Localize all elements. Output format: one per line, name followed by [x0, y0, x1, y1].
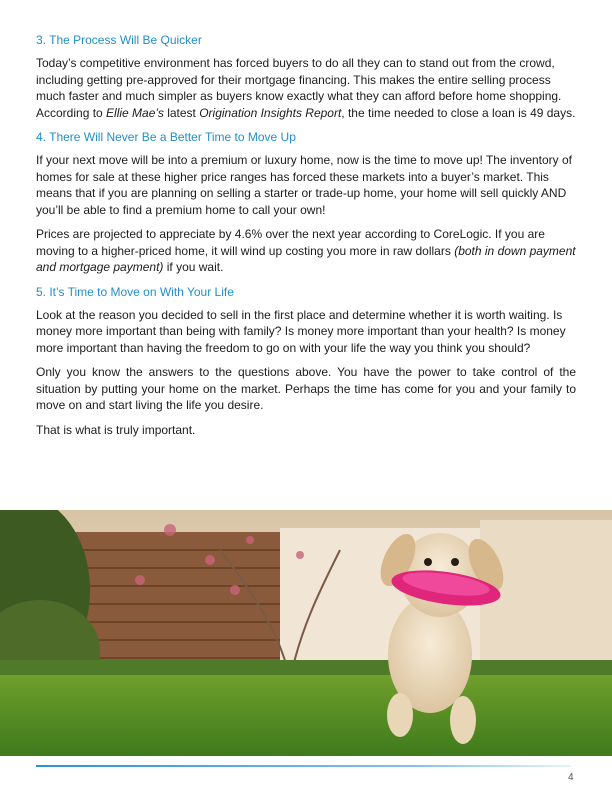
- puppy-photo: [0, 510, 612, 756]
- section-5-paragraph-1: Look at the reason you decided to sell in the first place and determine whether it is worth waiting. Is money more important than being with family? Is money more important than your health? Is money more important than having the freedom to go on with your life the way you think you should?: [36, 307, 566, 355]
- section-5-paragraph-2: Only you know the answers to the questions above. You have the power to take control of the situation by putting your home on the market. Perhaps the time has come for you and your family to move on and start living the life you desire.: [36, 365, 576, 412]
- section-5: [36, 284, 576, 439]
- document-body: [36, 32, 576, 446]
- payment-note-emphasis: (both in down payment and mortgage payment): [36, 243, 576, 274]
- puppy-illustration: [0, 510, 612, 756]
- section-3: [36, 32, 576, 121]
- section-3-text-a: Today’s competitive environment has forced buyers to do all they can to stand out from the crowd, including getting pre-approved for their mortgage financing. This makes the entire selling process much faster and much simpler as buyers know exactly what they can afford before home shopping. According to: [36, 56, 562, 120]
- section-4-text-a: Prices are projected to appreciate by 4.6% over the next year according to CoreLogic. If you are moving to a higher-priced home, it will wind up costing you more in raw dollars: [36, 227, 545, 258]
- section-4-paragraph-1: If your next move will be into a premium or luxury home, now is the time to move up! The inventory of homes for sale at these higher price ranges has forced these markets into a buyer’s market. This means that if you are planning on selling a starter or trade-up home, your home will sell quickly AND you’ll be able to find a premium home to call your own!: [36, 153, 573, 217]
- section-5-paragraph-3: That is what is truly important.: [36, 422, 196, 437]
- page-number: 4: [568, 772, 574, 783]
- footer-divider: [36, 765, 571, 767]
- section-3-paragraph: [36, 55, 576, 121]
- section-4-text-b: if you wait.: [163, 260, 224, 274]
- report-title-emphasis: Origination Insights Report: [199, 105, 342, 120]
- section-5-heading: 5. It’s Time to Move on With Your Life: [36, 284, 234, 299]
- section-3-text-b: latest: [163, 105, 200, 120]
- section-4: [36, 129, 576, 276]
- section-4-heading: 4. There Will Never Be a Better Time to Move Up: [36, 130, 296, 144]
- section-3-heading: 3. The Process Will Be Quicker: [36, 33, 202, 47]
- section-3-text-c: , the time needed to close a loan is 49 days.: [341, 105, 576, 120]
- ellie-mae-emphasis: Ellie Mae’s: [106, 105, 164, 120]
- section-4-paragraph-2: [36, 226, 576, 276]
